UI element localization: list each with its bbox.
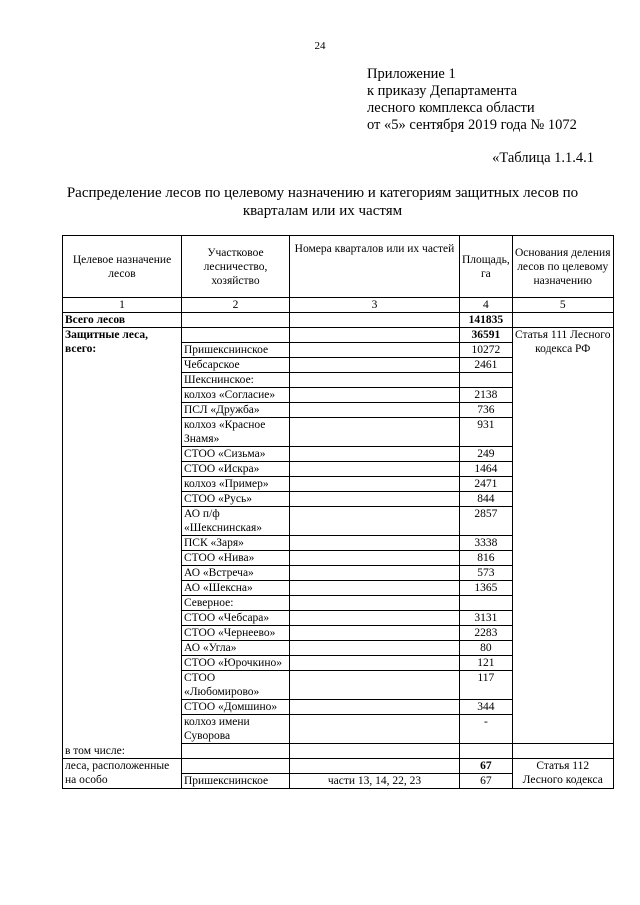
quarters-cell: [290, 715, 460, 744]
empty-cell: [182, 744, 290, 759]
area-value: 3338: [460, 536, 513, 551]
quarters-cell: [290, 656, 460, 671]
header-row: [63, 236, 614, 298]
area-value: 67: [460, 773, 513, 788]
quarters-cell: [290, 358, 460, 373]
area-value: 844: [460, 492, 513, 507]
including-row: [63, 744, 614, 759]
forestry-name: СТОО «Русь»: [182, 492, 290, 507]
total-value: 141835: [460, 313, 513, 328]
area-value: 2283: [460, 626, 513, 641]
area-value: [460, 596, 513, 611]
special-label: леса, расположенные: [63, 758, 182, 773]
column-number: 1: [63, 298, 182, 313]
area-value: 344: [460, 700, 513, 715]
area-value: 117: [460, 671, 513, 700]
quarters-cell: [290, 551, 460, 566]
forestry-name: СТОО «Искра»: [182, 462, 290, 477]
area-value: [460, 373, 513, 388]
appendix-line-3: лесного комплекса области: [367, 100, 535, 116]
forestry-name: СТОО «Чернеево»: [182, 626, 290, 641]
forestry-name: колхоз имени Суворова: [182, 715, 290, 744]
forestry-name: Чебсарское: [182, 358, 290, 373]
forestry-name: колхоз «Красное Знамя»: [182, 418, 290, 447]
area-value: 1365: [460, 581, 513, 596]
protective-total-row: [63, 328, 614, 343]
forestry-name: ПСК «Заря»: [182, 536, 290, 551]
quarters-cell: [290, 596, 460, 611]
empty-cell: [460, 744, 513, 759]
area-value: 3131: [460, 611, 513, 626]
total-label: Всего лесов: [63, 313, 182, 328]
forestry-name: СТОО «Любомирово»: [182, 671, 290, 700]
area-value: 249: [460, 447, 513, 462]
forestry-name: Пришекснинское: [182, 773, 290, 788]
appendix-block: [367, 66, 577, 134]
quarters-cell: [290, 418, 460, 447]
area-value: 80: [460, 641, 513, 656]
empty-cell: [512, 744, 613, 759]
quarters-cell: [290, 566, 460, 581]
forestry-name: Пришекснинское: [182, 343, 290, 358]
area-value: 2857: [460, 507, 513, 536]
area-value: 2471: [460, 477, 513, 492]
quarters-cell: [290, 671, 460, 700]
quarters-cell: [290, 373, 460, 388]
header-purpose: Целевое назначение лесов: [63, 236, 182, 298]
last-row-purpose: на особо: [63, 773, 182, 788]
forestry-name: АО «Угла»: [182, 641, 290, 656]
basis-cell: Лесного кодекса: [512, 773, 613, 788]
header-area: Площадь, га: [460, 236, 513, 298]
empty-cell: [182, 758, 290, 773]
area-value: -: [460, 715, 513, 744]
quarters-cell: [290, 641, 460, 656]
protective-value: 36591: [460, 328, 513, 343]
forestry-name: Шекснинское:: [182, 373, 290, 388]
area-value: 931: [460, 418, 513, 447]
area-value: 2461: [460, 358, 513, 373]
document-title: Распределение лесов по целевому назначению и категориям защитных лесов по кварталам или их частям: [66, 185, 579, 219]
column-number: 5: [512, 298, 613, 313]
area-value: 573: [460, 566, 513, 581]
area-value: 1464: [460, 462, 513, 477]
appendix-line-1: Приложение 1: [367, 66, 456, 82]
column-number: 3: [290, 298, 460, 313]
forestry-name: СТОО «Юрочкино»: [182, 656, 290, 671]
including-label: в том числе:: [63, 744, 182, 759]
quarters-cell: [290, 477, 460, 492]
empty-cell: [290, 758, 460, 773]
forestry-name: Северное:: [182, 596, 290, 611]
area-value: 736: [460, 403, 513, 418]
forestry-name: ПСЛ «Дружба»: [182, 403, 290, 418]
area-value: 121: [460, 656, 513, 671]
quarters-cell: [290, 403, 460, 418]
forestry-name: СТОО «Домшино»: [182, 700, 290, 715]
forestry-name: колхоз «Согласие»: [182, 388, 290, 403]
quarters-cell: [290, 581, 460, 596]
area-value: 10272: [460, 343, 513, 358]
forestry-name: СТОО «Сизьма»: [182, 447, 290, 462]
forestry-name: АО «Шексна»: [182, 581, 290, 596]
quarters-cell: [290, 536, 460, 551]
column-number: 4: [460, 298, 513, 313]
quarters-cell: [290, 343, 460, 358]
quarters-cell: [290, 611, 460, 626]
forestry-name: СТОО «Нива»: [182, 551, 290, 566]
header-forestry: Участковое лесничество, хозяйство: [182, 236, 290, 298]
forestry-name: СТОО «Чебсара»: [182, 611, 290, 626]
header-quarters: Номера кварталов или их частей: [290, 236, 460, 298]
quarters-cell: части 13, 14, 22, 23: [290, 773, 460, 788]
quarters-cell: [290, 492, 460, 507]
total-row: [63, 313, 614, 328]
forestry-name: колхоз «Пример»: [182, 477, 290, 492]
page-number: 24: [314, 40, 326, 52]
quarters-cell: [290, 626, 460, 641]
appendix-line-2: к приказу Департамента: [367, 83, 518, 99]
appendix-line-4: от «5» сентября 2019 года № 1072: [367, 117, 577, 133]
forestry-name: АО «Встреча»: [182, 566, 290, 581]
column-number-row: [63, 298, 614, 313]
column-number: 2: [182, 298, 290, 313]
forest-distribution-table: [62, 235, 614, 789]
quarters-cell: [290, 507, 460, 536]
protective-basis: Статья 111 Лесного кодекса РФ: [512, 328, 613, 744]
area-value: 816: [460, 551, 513, 566]
forestry-name: АО п/ф «Шекснинская»: [182, 507, 290, 536]
quarters-cell: [290, 700, 460, 715]
area-value: 2138: [460, 388, 513, 403]
empty-cell: [290, 744, 460, 759]
protective-label: Защитные леса, всего:: [63, 328, 182, 744]
special-row: [63, 758, 614, 773]
special-value: 67: [460, 758, 513, 773]
special-basis: Статья 112: [512, 758, 613, 773]
quarters-cell: [290, 447, 460, 462]
last-row: [63, 773, 614, 788]
quarters-cell: [290, 462, 460, 477]
table-label: «Таблица 1.1.4.1: [492, 150, 594, 166]
quarters-cell: [290, 388, 460, 403]
header-basis: Основания деления лесов по целевому назначению: [512, 236, 613, 298]
